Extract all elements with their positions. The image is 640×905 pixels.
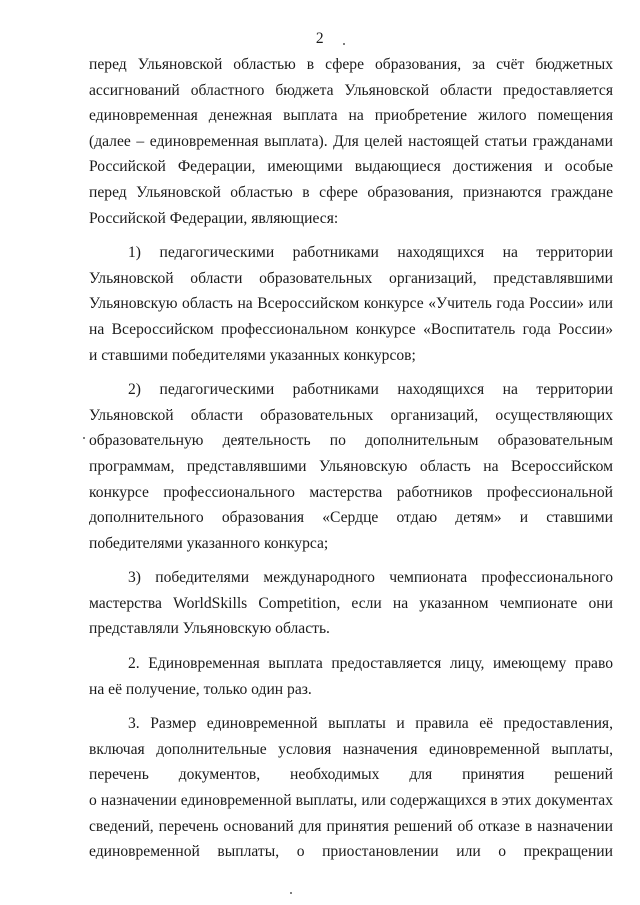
text-line: Российской Федерации, имеющими выдающиеся достижения и особые xyxy=(89,158,613,176)
text-line: включая дополнительные условия назначения единовременной выплаты, xyxy=(89,740,613,758)
text-line: 2. Единовременная выплата предоставляется лицу, имеющему право xyxy=(128,655,613,673)
text-line: на её получение, только один раз. xyxy=(89,680,312,698)
text-line: Ульяновской области образовательных организаций, осуществляющих xyxy=(89,406,613,424)
text-line: единовременной выплаты, о приостановлении или о прекращении xyxy=(89,843,613,861)
text-line: победителями указанного конкурса; xyxy=(89,534,329,552)
text-line: единовременная денежная выплата на приобретение жилого помещения xyxy=(89,107,613,125)
text-line: Ульяновской области образовательных организаций, представлявшими xyxy=(89,269,613,287)
text-line: перед Ульяновской областью в сфере образования, признаются граждане xyxy=(89,183,613,201)
text-line: Российской Федерации, являющиеся: xyxy=(89,209,339,227)
text-line: (далее – единовременная выплата). Для целей настоящей статьи гражданами xyxy=(89,132,613,150)
text-line: программам, представлявшими Ульяновскую область на Всероссийском xyxy=(89,457,613,475)
text-line: представляли Ульяновскую область. xyxy=(89,620,330,638)
scan-speck xyxy=(83,437,85,439)
text-line: ассигнований областного бюджета Ульяновской области предоставляется xyxy=(89,81,613,99)
document-body xyxy=(89,52,613,865)
text-line: и ставшими победителями указанных конкурсов; xyxy=(89,346,416,364)
text-line: Ульяновскую область на Всероссийском конкурсе «Учитель года России» или xyxy=(89,295,613,313)
paragraph-intro xyxy=(89,52,613,231)
page-number: 2 xyxy=(315,30,325,47)
text-line: на Всероссийском профессиональном конкурсе «Воспитатель года России» xyxy=(89,320,613,338)
text-line: дополнительного образования «Сердце отдаю детям» и ставшими xyxy=(89,509,613,527)
paragraph-section-2 xyxy=(89,651,613,702)
scan-speck xyxy=(290,892,292,894)
text-line: 3) победителями международного чемпионата профессионального xyxy=(128,569,613,587)
text-line: перечень документов, необходимых для принятия решений xyxy=(89,766,613,784)
text-line: конкурсе профессионального мастерства работников профессиональной xyxy=(89,483,613,501)
scan-speck xyxy=(343,43,345,45)
paragraph-item-3 xyxy=(89,565,613,642)
text-line: мастерства WorldSkills Competition, если на указанном чемпионате они xyxy=(89,594,613,612)
text-line: образовательную деятельность по дополнительным образовательным xyxy=(89,432,613,450)
text-line: 3. Размер единовременной выплаты и правила её предоставления, xyxy=(128,715,613,733)
paragraph-item-2 xyxy=(89,377,613,556)
text-line: 2) педагогическими работниками находящихся на территории xyxy=(128,381,613,399)
paragraph-item-1 xyxy=(89,240,613,368)
paragraph-section-3 xyxy=(89,711,613,865)
text-line: перед Ульяновской областью в сфере образования, за счёт бюджетных xyxy=(89,56,613,73)
text-line: о назначении единовременной выплаты, или содержащихся в этих документах xyxy=(89,792,613,810)
text-line: сведений, перечень оснований для принятия решений об отказе в назначении xyxy=(89,817,613,835)
text-line: 1) педагогическими работниками находящихся на территории xyxy=(128,244,613,262)
